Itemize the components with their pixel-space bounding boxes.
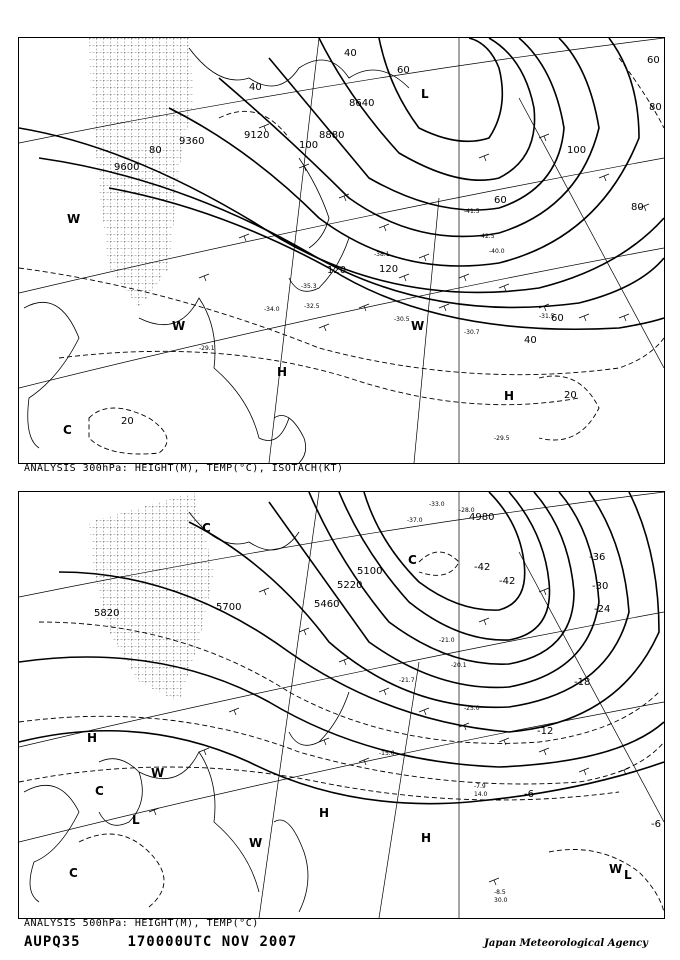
isotach-label: 80 bbox=[631, 202, 644, 213]
station-temp: -40.0 bbox=[489, 248, 505, 255]
height-label: 8640 bbox=[349, 98, 375, 109]
isotach-label: 80 bbox=[149, 145, 162, 156]
station-temp: -29.1 bbox=[199, 345, 215, 352]
station-temp: -30.5 bbox=[394, 316, 410, 323]
station-temp: -15.0 bbox=[379, 750, 395, 757]
height-label: 5700 bbox=[216, 602, 242, 613]
height-label: 8880 bbox=[319, 130, 345, 141]
high-center-marker: H bbox=[87, 731, 98, 745]
chart-500hpa-map bbox=[19, 492, 664, 918]
station-temp: -25.0 bbox=[464, 705, 480, 712]
warm-center-marker: W bbox=[249, 836, 263, 850]
temp-label: -42 bbox=[499, 576, 516, 587]
isotach-label: 40 bbox=[524, 335, 537, 346]
height-label: 4980 bbox=[469, 512, 495, 523]
isotach-label: 40 bbox=[344, 48, 357, 59]
isotach-label: 120 bbox=[327, 265, 347, 276]
temp-label: -24 bbox=[594, 604, 611, 615]
cold-center-marker: C bbox=[63, 423, 72, 437]
height-label: 5100 bbox=[357, 566, 383, 577]
isotach-label: 60 bbox=[647, 55, 660, 66]
station-temp: -21.7 bbox=[399, 677, 415, 684]
warm-center-marker: W bbox=[609, 862, 623, 876]
station-temp: -32.5 bbox=[304, 303, 320, 310]
chart-id: AUPQ35 bbox=[24, 934, 81, 950]
height-label: 9120 bbox=[244, 130, 270, 141]
cold-center-marker: C bbox=[69, 866, 78, 880]
isotach-label: 80 bbox=[649, 102, 662, 113]
analysis-datetime: 170000UTC NOV 2007 bbox=[127, 934, 298, 950]
temp-label: -36 bbox=[589, 552, 606, 563]
isotach-label: 60 bbox=[551, 313, 564, 324]
temp-label: -42 bbox=[474, 562, 491, 573]
station-temp: -7.9 bbox=[474, 783, 486, 790]
height-label: 9360 bbox=[179, 136, 205, 147]
station-temp: -35.3 bbox=[301, 283, 317, 290]
station-temp: -41.5 bbox=[464, 208, 480, 215]
cold-center-marker: C bbox=[408, 553, 417, 567]
height-label: 5820 bbox=[94, 608, 120, 619]
height-label: 9600 bbox=[114, 162, 140, 173]
high-center-marker: H bbox=[277, 365, 288, 379]
temp-label: -30 bbox=[592, 581, 609, 592]
high-center-marker: H bbox=[319, 806, 330, 820]
station-temp: -28.0 bbox=[459, 507, 475, 514]
isotach-label: 20 bbox=[121, 416, 134, 427]
height-label: 5220 bbox=[337, 580, 363, 591]
station-temp: 14.0 bbox=[474, 791, 488, 798]
station-temp: -31.5 bbox=[539, 313, 555, 320]
chart-300hpa-map bbox=[19, 38, 664, 463]
isotach-label: 100 bbox=[567, 145, 587, 156]
station-temp: -20.1 bbox=[451, 662, 467, 669]
isotach-label: 120 bbox=[379, 264, 399, 275]
station-temp: -29.5 bbox=[494, 435, 510, 442]
station-temp: -8.5 bbox=[494, 889, 506, 896]
low-center-marker: L bbox=[624, 868, 632, 882]
isotach-label: 20 bbox=[564, 390, 577, 401]
terrain-grid bbox=[89, 38, 194, 308]
coastlines bbox=[24, 48, 409, 463]
chart-500hpa-panel bbox=[18, 491, 665, 919]
isotach-label: 100 bbox=[299, 140, 319, 151]
isotach-label: 60 bbox=[494, 195, 507, 206]
high-center-marker: H bbox=[421, 831, 432, 845]
wind-barbs bbox=[149, 588, 629, 885]
warm-center-marker: W bbox=[411, 319, 425, 333]
chart-id-line bbox=[24, 934, 297, 950]
station-temp: 30.0 bbox=[494, 897, 508, 904]
low-center-marker: L bbox=[132, 813, 140, 827]
temp-label: -6 bbox=[524, 789, 534, 800]
station-temp: -37.0 bbox=[407, 517, 423, 524]
cold-center-marker: C bbox=[202, 521, 211, 535]
cold-center-marker: C bbox=[95, 784, 104, 798]
warm-center-marker: W bbox=[67, 212, 81, 226]
chart-500hpa-caption: ANALYSIS 500hPa: HEIGHT(M), TEMP(°C) bbox=[24, 918, 259, 929]
isotach-label: 60 bbox=[397, 65, 410, 76]
temp-label: -6 bbox=[651, 819, 661, 830]
warm-center-marker: W bbox=[172, 319, 186, 333]
high-center-marker: H bbox=[504, 389, 515, 403]
station-temp: -38.1 bbox=[374, 251, 390, 258]
isotach-label: 40 bbox=[249, 82, 262, 93]
height-label: 5460 bbox=[314, 599, 340, 610]
chart-300hpa-caption: ANALYSIS 300hPa: HEIGHT(M), TEMP(°C), ISOTACH(KT) bbox=[24, 463, 344, 474]
low-center-marker: L bbox=[421, 87, 429, 101]
agency-credit: Japan Meteorological Agency bbox=[484, 938, 648, 949]
warm-center-marker: W bbox=[151, 766, 165, 780]
temp-label: -12 bbox=[537, 726, 554, 737]
station-temp: -34.0 bbox=[264, 306, 280, 313]
station-temp: -21.0 bbox=[439, 637, 455, 644]
chart-300hpa-panel bbox=[18, 37, 665, 464]
station-temp: -42.5 bbox=[479, 233, 495, 240]
terrain-grid bbox=[89, 492, 214, 702]
station-temp: -33.0 bbox=[429, 501, 445, 508]
station-temp: -30.7 bbox=[464, 329, 480, 336]
temp-label: -18 bbox=[574, 677, 591, 688]
